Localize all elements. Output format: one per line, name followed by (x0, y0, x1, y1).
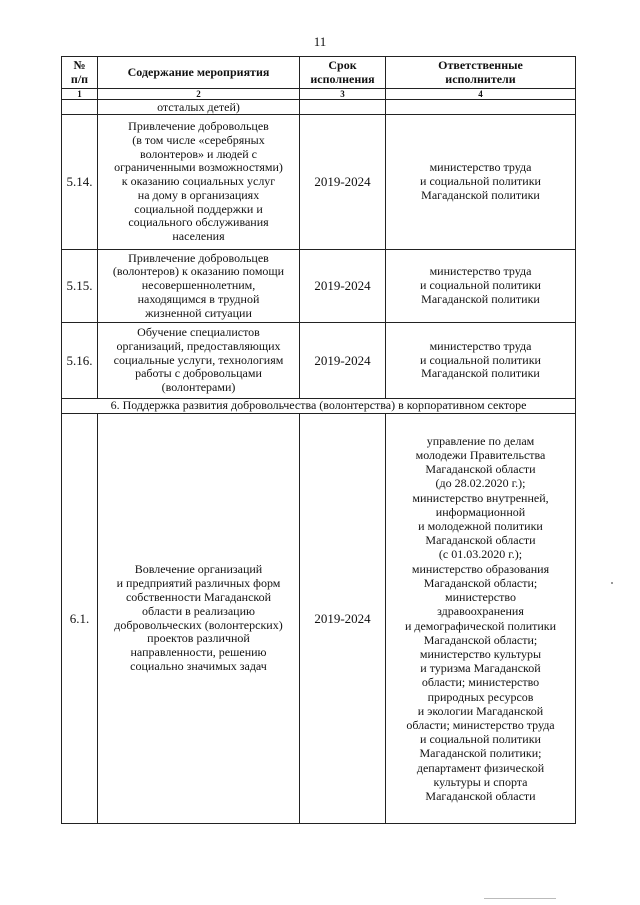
column-number-3: 3 (300, 89, 386, 100)
row-num: 6.1. (62, 414, 98, 824)
header-responsible: Ответственные исполнители (386, 57, 576, 89)
row-content: Привлечение добровольцев (в том числе «серебряных волонтеров» и людей с ограниченными возможностями) к оказанию социальных услуг на дому в организациях социальной поддержки и социального обслуживания населения (98, 115, 300, 250)
row-responsible: министерство труда и социальной политики Магаданской политики (386, 115, 576, 250)
column-number-2: 2 (98, 89, 300, 100)
continuation-text: отсталых детей) (98, 100, 300, 115)
column-numbers-row (62, 89, 576, 100)
table-row (62, 115, 576, 250)
continuation-resp-cell (386, 100, 576, 115)
events-table (61, 56, 576, 824)
row-term: 2019-2024 (300, 250, 386, 323)
header-content: Содержание мероприятия (98, 57, 300, 89)
table-row (62, 323, 576, 399)
table-row (62, 414, 576, 824)
row-term: 2019-2024 (300, 323, 386, 399)
row-content: Привлечение добровольцев (волонтеров) к оказанию помощи несовершеннолетним, находящимся в трудной жизненной ситуации (98, 250, 300, 323)
header-term: Срок исполнения (300, 57, 386, 89)
row-term: 2019-2024 (300, 115, 386, 250)
row-responsible: управление по делам молодежи Правительства Магаданской области (до 28.02.2020 г.); министерство внутренней, информационной и молодежной политики Магаданской области (с 01.03.2020 г.); министерство образования Магаданской области; министерство здравоохранения и демографической политики Магаданской области; министерство культуры и туризма Магаданской области; министерство природных ресурсов и экологии Магаданской области; министерство труда и социальной политики Магаданской политики; департамент физической культуры и спорта Магаданской области (386, 414, 576, 824)
continuation-row (62, 100, 576, 115)
row-content: Вовлечение организаций и предприятий различных форм собственности Магаданской области в реализацию добровольческих (волонтерских) проектов различной направленности, решению социально значимых задач (98, 414, 300, 824)
scan-speck (611, 582, 613, 584)
section-title: 6. Поддержка развития добровольчества (волонтерства) в корпоративном секторе (62, 399, 576, 414)
row-num: 5.15. (62, 250, 98, 323)
header-num: № п/п (62, 57, 98, 89)
row-responsible: министерство труда и социальной политики Магаданской политики (386, 323, 576, 399)
row-content: Обучение специалистов организаций, предоставляющих социальные услуги, технологиям работы с добровольцами (волонтерами) (98, 323, 300, 399)
column-number-4: 4 (386, 89, 576, 100)
section-row (62, 399, 576, 414)
page-number: 11 (313, 34, 327, 49)
table-header-row (62, 57, 576, 89)
scan-speck (484, 898, 556, 899)
column-number-1: 1 (62, 89, 98, 100)
row-term: 2019-2024 (300, 414, 386, 824)
continuation-term-cell (300, 100, 386, 115)
continuation-num-cell (62, 100, 98, 115)
table-row (62, 250, 576, 323)
row-responsible: министерство труда и социальной политики Магаданской политики (386, 250, 576, 323)
row-num: 5.14. (62, 115, 98, 250)
row-num: 5.16. (62, 323, 98, 399)
